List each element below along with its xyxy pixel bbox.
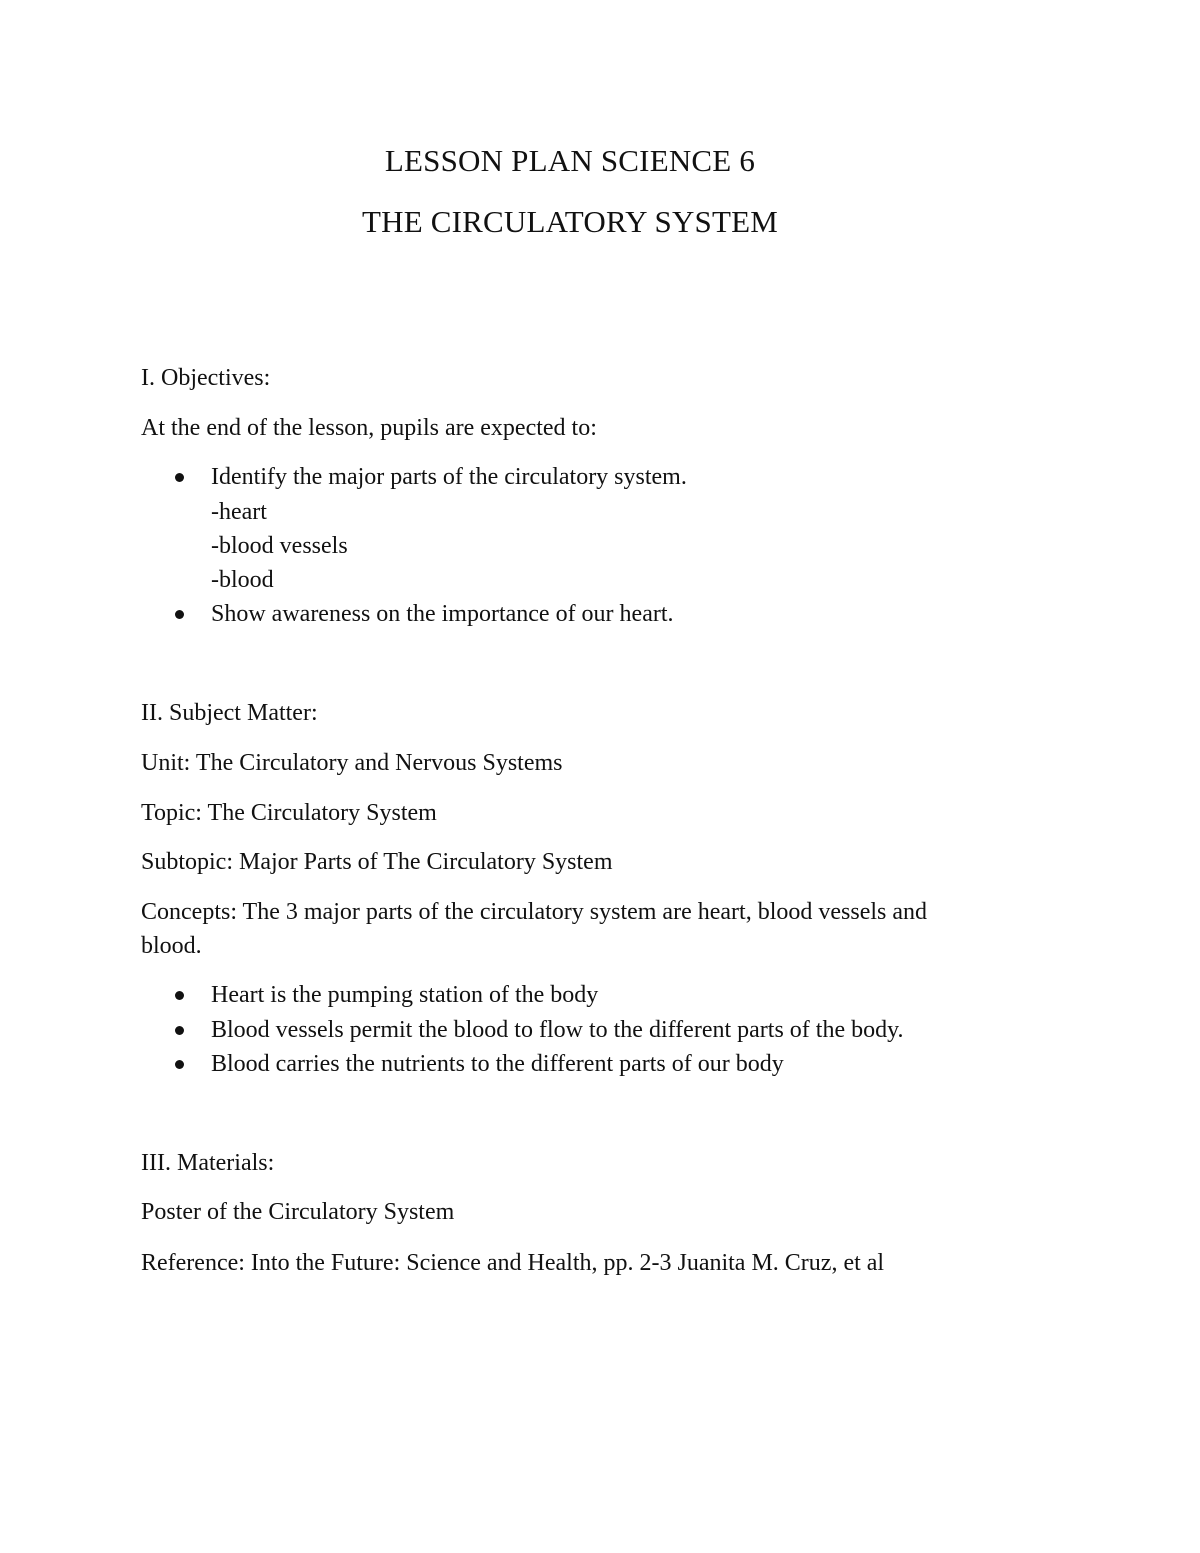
unit-line: Unit: The Circulatory and Nervous Systems — [141, 750, 563, 776]
bullet-icon — [175, 991, 184, 1000]
sub-item-heart: -heart — [211, 499, 267, 525]
document-subtitle: THE CIRCULATORY SYSTEM — [361, 204, 779, 239]
reference-line: Reference: Into the Future: Science and Health, pp. 2-3 Juanita M. Cruz, et al — [141, 1250, 885, 1276]
bullet-icon — [175, 473, 184, 482]
objectives-intro: At the end of the lesson, pupils are expected to: — [141, 415, 597, 441]
materials-item: Poster of the Circulatory System — [141, 1199, 455, 1225]
materials-heading: III. Materials: — [141, 1150, 275, 1176]
topic-line: Topic: The Circulatory System — [141, 800, 437, 826]
bullet-icon — [175, 610, 184, 619]
concept-bullet-1: Heart is the pumping station of the body — [211, 982, 599, 1008]
concepts-line-1: Concepts: The 3 major parts of the circulatory system are heart, blood vessels and — [141, 899, 927, 925]
concepts-line-2: blood. — [141, 933, 202, 959]
concept-bullet-3: Blood carries the nutrients to the different parts of our body — [211, 1051, 784, 1077]
objective-bullet-1: Identify the major parts of the circulatory system. — [211, 464, 687, 490]
bullet-icon — [175, 1026, 184, 1035]
objective-bullet-2: Show awareness on the importance of our heart. — [211, 601, 674, 627]
bullet-icon — [175, 1060, 184, 1069]
document-title: LESSON PLAN SCIENCE 6 — [384, 143, 756, 178]
sub-item-blood-vessels: -blood vessels — [211, 533, 348, 559]
subtopic-line: Subtopic: Major Parts of The Circulatory System — [141, 849, 613, 875]
subject-matter-heading: II. Subject Matter: — [141, 700, 318, 726]
objectives-heading: I. Objectives: — [141, 365, 271, 391]
sub-item-blood: -blood — [211, 567, 274, 593]
concept-bullet-2: Blood vessels permit the blood to flow to the different parts of the body. — [211, 1017, 904, 1043]
